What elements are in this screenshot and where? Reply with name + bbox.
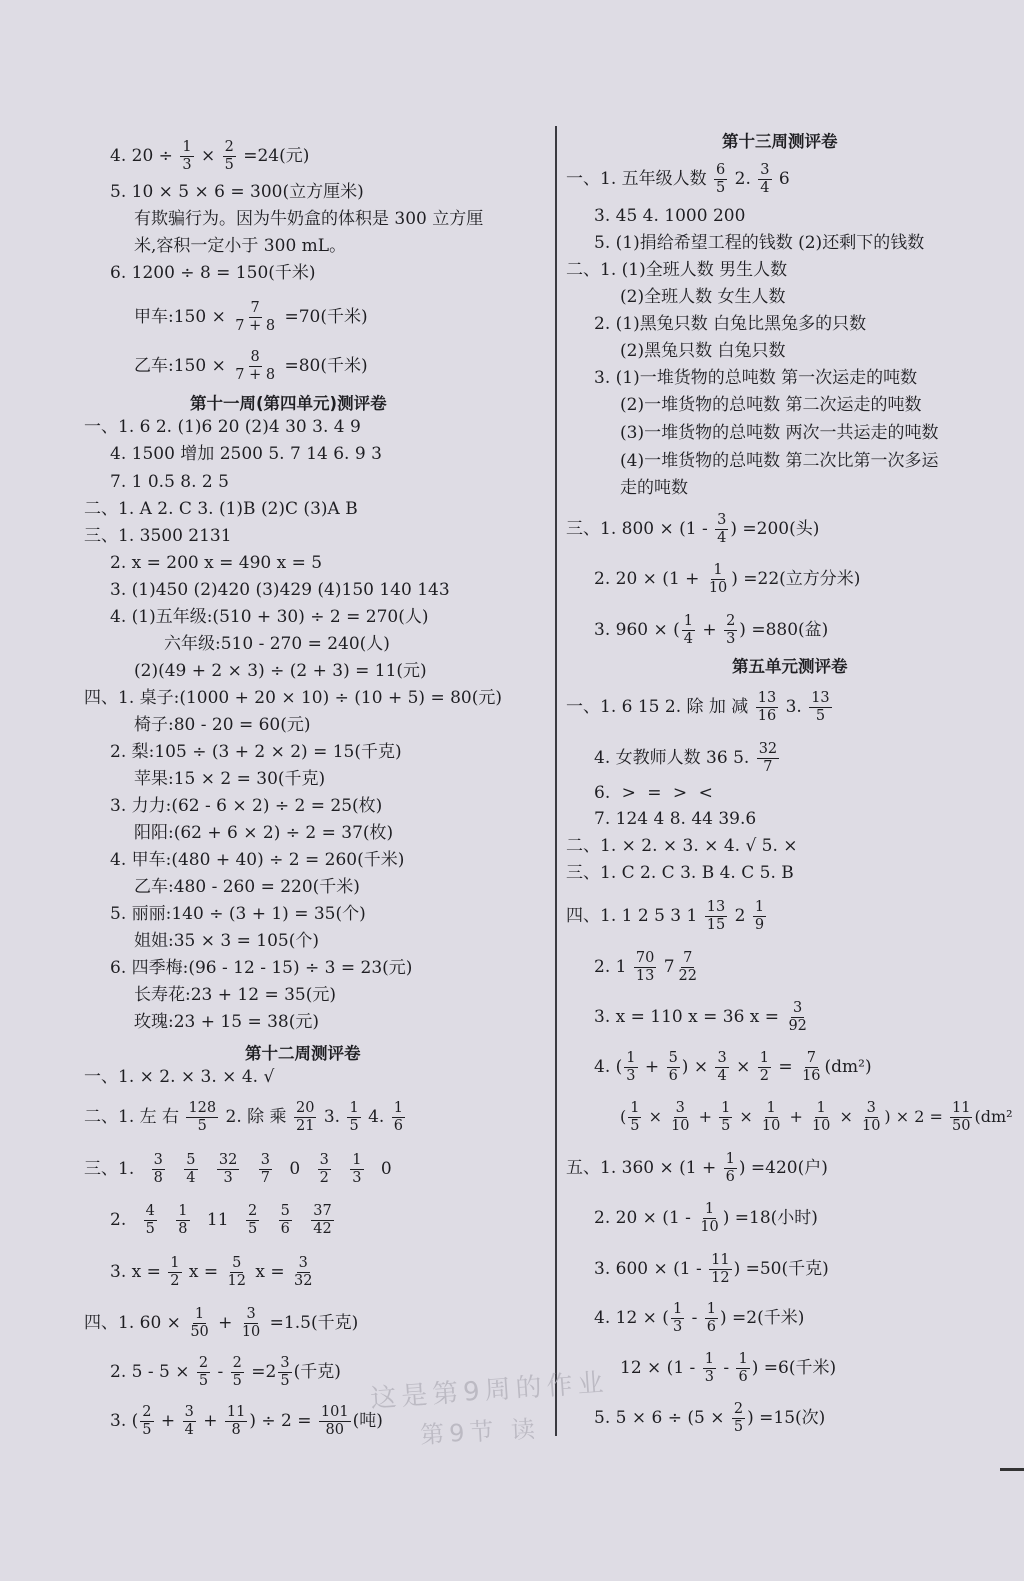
fraction: $\frac{3}{5}$ <box>280 1355 290 1389</box>
fraction: $\frac{3}{92}$ <box>788 1000 807 1034</box>
answer-line: (2)黑兔只数 白兔只数 <box>620 341 786 361</box>
answer-line: 二、1. × 2. × 3. × 4. √ 5. × <box>566 836 798 856</box>
answer-line: 2. 梨:105 ÷ (3 + 2 × 2) = 15(千克) <box>110 742 402 762</box>
fraction: $\frac{3}{4}$ <box>717 1050 727 1084</box>
fraction: $\frac{7}{16}$ <box>802 1050 821 1084</box>
fraction: $\frac{2}{5}$ <box>224 139 234 173</box>
answer-line: 6. 1200 ÷ 8 = 150(千米) <box>110 263 316 283</box>
answer-line: 3. x = $\frac{1}{2}$ x = $\frac{5}{12}$ x = $\frac{3}{32}$ <box>110 1255 313 1289</box>
section-title-week13: 第十三周测评卷 <box>722 132 838 151</box>
fraction: $\frac{128}{5}$ <box>188 1100 217 1134</box>
fraction: $\frac{32}{3}$ <box>218 1152 238 1186</box>
answer-line: 4. ( $\frac{1}{3}$ + $\frac{5}{6}$ ) × $\frac{3}{4}$ × $\frac{1}{2}$ = $\frac{7}{16}$ (dm²) <box>594 1050 872 1084</box>
fraction: $\frac{11}{12}$ <box>711 1252 730 1286</box>
fraction: $\frac{3}{32}$ <box>294 1255 313 1289</box>
answer-line: 5. 丽丽:140 ÷ (3 + 1) = 35(个) <box>110 904 366 924</box>
fraction: $\frac{1}{10}$ <box>708 562 728 596</box>
answer-line: 四、1. 桌子:(1000 + 20 × 10) ÷ (10 + 5) = 80(元) <box>84 688 503 708</box>
fraction: $\frac{3}{2}$ <box>319 1152 329 1186</box>
answer-line: 2. 20 × (1 + $\frac{1}{10}$ ) =22(立方分米) <box>594 562 861 596</box>
answer-line: (2)一堆货物的总吨数 第二次运走的吨数 <box>620 395 922 415</box>
answer-line: 7. 1 0.5 8. 2 5 <box>110 472 229 492</box>
answer-line: 姐姐:35 × 3 = 105(个) <box>134 931 319 951</box>
fraction: $\frac{1}{10}$ <box>811 1100 831 1134</box>
fraction: $\frac{1}{6}$ <box>725 1151 735 1185</box>
answer-line: 二、1. (1)全班人数 男生人数 <box>566 260 788 280</box>
answer-line: 4. 女教师人数 36 5. $\frac{32}{7}$ <box>594 741 778 775</box>
answer-line: 一、1. 6 15 2. 除 加 减 $\frac{13}{16}$ 3. $\frac{13}{5}$ <box>566 690 830 724</box>
fraction: $\frac{1}{5}$ <box>630 1100 640 1134</box>
fraction: $\frac{5}{4}$ <box>186 1152 196 1186</box>
answer-line: 7. 124 4 8. 44 39.6 <box>594 809 757 829</box>
fraction: $\frac{101}{80}$ <box>320 1404 349 1438</box>
fraction: $\frac{70}{13}$ <box>635 950 655 984</box>
answer-line: 三、1. $\frac{3}{8}$ $\frac{5}{4}$ $\frac{32}{3}$ $\frac{3}{7}$ 0 $\frac{3}{2}$ $\frac{1}{3}$ 0 <box>84 1152 392 1186</box>
fraction: $\frac{7}{22}$ <box>678 950 697 984</box>
answer-line: 二、1. 左 右 $\frac{128}{5}$ 2. 除 乘 $\frac{20}{21}$ 3. $\frac{1}{5}$ 4. $\frac{1}{6}$ <box>84 1100 403 1134</box>
fraction: $\frac{3}{4}$ <box>184 1404 194 1438</box>
answer-line: 3. 960 × ( $\frac{1}{4}$ + $\frac{2}{3}$ ) =880(盆) <box>594 613 829 647</box>
fraction: $\frac{3}{10}$ <box>671 1100 690 1134</box>
answer-line: 三、1. 3500 2131 <box>84 526 232 546</box>
answer-line: (3)一堆货物的总吨数 两次一共运走的吨数 <box>620 423 939 443</box>
answer-line: 2. 20 × (1 - $\frac{1}{10}$ ) =18(小时) <box>594 1201 818 1235</box>
fraction: $\frac{2}{5}$ <box>247 1203 258 1237</box>
fraction: $\frac{1}{2}$ <box>759 1050 770 1084</box>
answer-line: ( $\frac{1}{5}$ × $\frac{3}{10}$ + $\frac{1}{5}$ × $\frac{1}{10}$ + $\frac{1}{10}$ × $\frac{3}{10}$ ) × 2 = $\frac{11}{50}$ (dm² <box>620 1100 1013 1134</box>
answer-line: 2. 5 - 5 × $\frac{2}{5}$ - $\frac{2}{5}$ =2 $\frac{3}{5}$ (千克) <box>110 1355 341 1389</box>
fraction: $\frac{1}{9}$ <box>754 899 765 933</box>
fraction: $\frac{1}{3}$ <box>704 1351 714 1385</box>
answer-line: 苹果:15 × 2 = 30(千克) <box>134 769 326 789</box>
answer-line: (2)(49 + 2 × 3) ÷ (2 + 3) = 11(元) <box>134 661 427 681</box>
fraction: $\frac{1}{6}$ <box>706 1301 716 1335</box>
fraction: $\frac{5}{6}$ <box>280 1203 290 1237</box>
fraction: $\frac{2}{5}$ <box>232 1355 242 1389</box>
fraction: $\frac{1}{6}$ <box>393 1100 403 1134</box>
answer-line: 3. 力力:(62 - 6 × 2) ÷ 2 = 25(枚) <box>110 796 383 816</box>
pencil-note: 这是第9周的作业 <box>369 1367 610 1415</box>
answer-line: 4. 1500 增加 2500 5. 7 14 6. 9 3 <box>110 444 382 464</box>
answer-line: 3. (1)一堆货物的总吨数 第一次运走的吨数 <box>594 368 918 388</box>
fraction: $\frac{13}{16}$ <box>757 690 777 724</box>
fraction: $\frac{3}{10}$ <box>241 1306 261 1340</box>
fraction: $\frac{1}{10}$ <box>761 1100 781 1134</box>
answer-line: 三、1. 800 × (1 - $\frac{3}{4}$ ) =200(头) <box>566 512 820 546</box>
answer-line: 4. (1)五年级:(510 + 30) ÷ 2 = 270(人) <box>110 607 429 627</box>
answer-line: 2. $\frac{4}{5}$ $\frac{1}{8}$ 11 $\frac{2}{5}$ $\frac{5}{6}$ $\frac{37}{42}$ <box>110 1203 332 1237</box>
answer-line: 甲车:150 × $\frac{7}{7 + 8}$ =70(千米) <box>134 300 368 334</box>
answer-line: 米,容积一定小于 300 mL。 <box>134 236 347 256</box>
fraction: $\frac{5}{6}$ <box>668 1050 678 1084</box>
answer-line: 一、1. 6 2. (1)6 20 (2)4 30 3. 4 9 <box>84 417 361 437</box>
answer-line: 阳阳:(62 + 6 × 2) ÷ 2 = 37(枚) <box>134 823 394 843</box>
answer-line: 玫瑰:23 + 15 = 38(元) <box>134 1012 319 1032</box>
fraction: $\frac{1}{4}$ <box>683 613 693 647</box>
answer-line: 5. 5 × 6 ÷ (5 × $\frac{2}{5}$ ) =15(次) <box>594 1401 826 1435</box>
fraction: $\frac{37}{42}$ <box>313 1203 332 1237</box>
answer-line: 3. x = 110 x = 36 x = $\frac{3}{92}$ <box>594 1000 807 1034</box>
answer-line: (2)全班人数 女生人数 <box>620 287 786 307</box>
fraction: $\frac{11}{8}$ <box>226 1404 246 1438</box>
answer-line: 二、1. A 2. C 3. (1)B (2)C (3)A B <box>84 499 358 519</box>
answer-line: 6. 四季梅:(96 - 12 - 15) ÷ 3 = 23(元) <box>110 958 413 978</box>
fraction: $\frac{11}{50}$ <box>952 1100 971 1134</box>
fraction: $\frac{13}{15}$ <box>706 899 726 933</box>
answer-line: 3. 600 × (1 - $\frac{11}{12}$ ) =50(千克) <box>594 1252 829 1286</box>
answer-line: 三、1. C 2. C 3. B 4. C 5. B <box>566 863 794 883</box>
fraction: $\frac{3}{8}$ <box>153 1152 163 1186</box>
column-divider <box>555 126 557 1436</box>
fraction: $\frac{2}{3}$ <box>726 613 736 647</box>
fraction: $\frac{1}{10}$ <box>700 1201 719 1235</box>
fraction: $\frac{1}{3}$ <box>352 1152 362 1186</box>
answer-line: 走的吨数 <box>620 478 688 498</box>
section-title-week12: 第十二周测评卷 <box>245 1044 361 1063</box>
answer-line: (4)一堆货物的总吨数 第二次比第一次多运 <box>620 451 939 471</box>
answer-line: 3. 45 4. 1000 200 <box>594 206 746 226</box>
answer-line: 一、1. × 2. × 3. × 4. √ <box>84 1067 275 1087</box>
fraction: $\frac{1}{6}$ <box>738 1351 748 1385</box>
fraction: $\frac{6}{5}$ <box>716 162 726 196</box>
answer-line: 四、1. 60 × $\frac{1}{50}$ + $\frac{3}{10}$ =1.5(千克) <box>84 1306 359 1340</box>
answer-line: 乙车:150 × $\frac{8}{7 + 8}$ =80(千米) <box>134 349 368 383</box>
answer-line: 有欺骗行为。因为牛奶盒的体积是 300 立方厘 <box>134 209 484 229</box>
answer-line: 一、1. 五年级人数 $\frac{6}{5}$ 2. $\frac{3}{4}$ 6 <box>566 162 790 196</box>
fraction: $\frac{1}{3}$ <box>182 139 192 173</box>
answer-line: 五、1. 360 × (1 + $\frac{1}{6}$ ) =420(户) <box>566 1151 828 1185</box>
section-title-unit5: 第五单元测评卷 <box>732 657 848 676</box>
answer-line: 5. (1)捐给希望工程的钱数 (2)还剩下的钱数 <box>594 233 925 253</box>
answer-line: 2. (1)黑兔只数 白兔比黑兔多的只数 <box>594 314 867 334</box>
fraction: $\frac{1}{50}$ <box>190 1306 209 1340</box>
fraction: $\frac{1}{3}$ <box>672 1301 683 1335</box>
fraction: $\frac{4}{5}$ <box>145 1203 155 1237</box>
fraction: $\frac{20}{21}$ <box>295 1100 315 1134</box>
fraction: $\frac{1}{8}$ <box>178 1203 188 1237</box>
fraction: $\frac{13}{5}$ <box>811 690 830 724</box>
fraction: $\frac{2}{5}$ <box>733 1401 744 1435</box>
answer-line: 4. 20 ÷ $\frac{1}{3}$ × $\frac{2}{5}$ =24(元) <box>110 139 310 173</box>
fraction: $\frac{8}{7 + 8}$ <box>235 349 276 383</box>
fraction: $\frac{3}{10}$ <box>861 1100 881 1134</box>
answer-line: 四、1. 1 2 5 3 1 $\frac{13}{15}$ 2 $\frac{1}{9}$ <box>566 899 765 933</box>
answer-line: 椅子:80 - 20 = 60(元) <box>134 715 311 735</box>
fraction: $\frac{3}{4}$ <box>717 512 727 546</box>
answer-line: 长寿花:23 + 12 = 35(元) <box>134 985 336 1005</box>
answer-line: 2. 1 $\frac{70}{13}$ 7 $\frac{7}{22}$ <box>594 950 697 984</box>
answer-line: 乙车:480 - 260 = 220(千米) <box>134 877 360 897</box>
answer-line: 12 × (1 - $\frac{1}{3}$ - $\frac{1}{6}$ ) =6(千米) <box>620 1351 837 1385</box>
answer-line: 六年级:510 - 270 = 240(人) <box>164 634 390 654</box>
fraction: $\frac{2}{5}$ <box>198 1355 209 1389</box>
fraction: $\frac{1}{5}$ <box>721 1100 731 1134</box>
fraction: $\frac{32}{7}$ <box>758 741 778 775</box>
answer-line: 3. (1)450 (2)420 (3)429 (4)150 140 143 <box>110 580 450 600</box>
fraction: $\frac{1}{3}$ <box>626 1050 636 1084</box>
fraction: $\frac{7}{7 + 8}$ <box>235 300 276 334</box>
fraction: $\frac{1}{2}$ <box>170 1255 180 1289</box>
fraction: $\frac{1}{5}$ <box>349 1100 359 1134</box>
fraction: $\frac{2}{5}$ <box>142 1404 152 1438</box>
fraction: $\frac{5}{12}$ <box>227 1255 246 1289</box>
pencil-note: 第9节 读 <box>419 1414 541 1450</box>
fraction: $\frac{3}{7}$ <box>260 1152 271 1186</box>
fraction: $\frac{3}{4}$ <box>760 162 770 196</box>
answer-line: 6. > = > < <box>594 783 713 803</box>
answer-line: 4. 甲车:(480 + 40) ÷ 2 = 260(千米) <box>110 850 405 870</box>
answer-line: 2. x = 200 x = 490 x = 5 <box>110 553 323 573</box>
section-title-week11: 第十一周(第四单元)测评卷 <box>190 394 387 413</box>
answer-line: 3. ( $\frac{2}{5}$ + $\frac{3}{4}$ + $\frac{11}{8}$ ) ÷ 2 = $\frac{101}{80}$ (吨) <box>110 1404 383 1438</box>
answer-line: 4. 12 × ( $\frac{1}{3}$ - $\frac{1}{6}$ ) =2(千米) <box>594 1301 805 1335</box>
answer-line: 5. 10 × 5 × 6 = 300(立方厘米) <box>110 182 364 202</box>
page-edge-mark <box>1000 1468 1024 1471</box>
